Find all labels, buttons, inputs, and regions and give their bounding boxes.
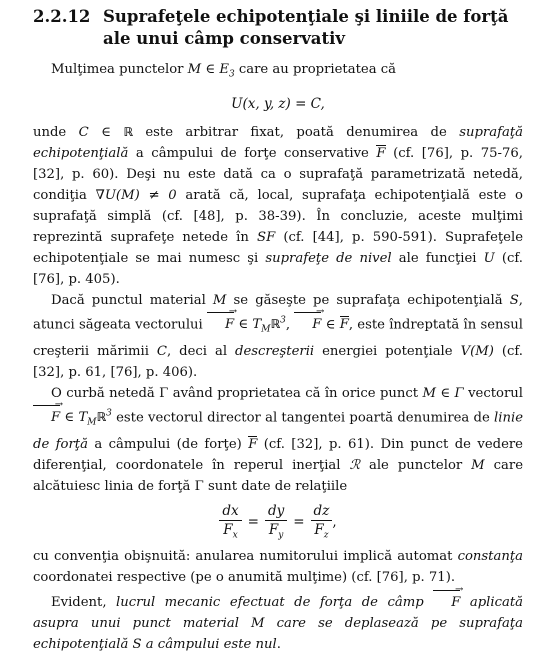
paragraph-5: cu convenţia obişnuită: anularea numitorului implică automat constanţa coordonatei respective (pe o anumită mulţime) (cf. [76], p. 71). xyxy=(33,549,523,586)
paragraph-6: Evident, lucrul mecanic efectuat de forţa de câmp F → aplicată asupra unui punct material M care se deplasează pe suprafaţa echipotenţială S a câmpului este nul. xyxy=(33,590,523,655)
section-number: 2.2.12 xyxy=(33,7,91,26)
equation-field-lines: $\frac{dx}{F_x}$ = $\frac{dy}{F_y}$ = $\frac{dz}{F_z}$ , xyxy=(33,503,523,541)
fraction-y: $\frac{dy}{F_y}$ xyxy=(265,503,287,541)
section-heading xyxy=(33,6,523,50)
paragraph-4: O curbă netedă Γ având proprietatea că în orice punct M ∈ Γ vectorul F → ∈ $T_Mℝ^3$ este vectorul director al tangentei poartă denumirea de linie de forţă a câmpului (de forţe) F (cf. [32], p. 61). Din punct de vedere diferenţial, coordonatele în reperul inerţial ℛ ale punctelor M care alcătuiesc linia de forţă Γ sunt date de relaţiile xyxy=(33,383,523,497)
section-title: Suprafeţele echipotenţiale şi liniile de forţă ale unui câmp conservativ xyxy=(103,7,509,48)
fraction-x: $\frac{dx}{F_x}$ xyxy=(219,503,241,541)
document-page xyxy=(33,6,523,655)
paragraph-3: Dacă punctul material M se găseşte pe suprafaţa echipotenţială S, atunci săgeata vectorului F → ∈ $T_Mℝ^3$, F → ∈ F, este îndreptată în sensul creşterii mărimii C, deci al descreşterii energiei potenţiale V(M) (cf. [32], p. 61, [76], p. 406). xyxy=(33,290,523,383)
fraction-z: $\frac{dz}{F_z}$ xyxy=(311,503,333,541)
paragraph-1: Mulţimea punctelor M ∈ $E_3$ care au proprietatea că xyxy=(51,62,396,80)
equation-potential: U(x, y, z) = C, xyxy=(231,95,325,112)
paragraph-2: unde C ∈ ℝ este arbitrar fixat, poată denumirea de suprafaţă echipotenţială a câmpului de forţe conservative F (cf. [76], p. 75-76, [32], p. 60). Deşi nu este dată ca o suprafaţă parametrizată netedă, condiţia ∇U(M) ≠ 0 arată că, local, suprafaţa echipotenţială este o suprafaţă simplă (cf. [48], p. 38-39). În concluzie, aceste mulţimi reprezintă suprafeţe netede în SF (cf. [44], p. 590-591). Suprafeţele echipotenţiale se mai numesc şi suprafeţe de nivel ale funcţiei U (cf. [76], p. 405). xyxy=(33,124,523,287)
